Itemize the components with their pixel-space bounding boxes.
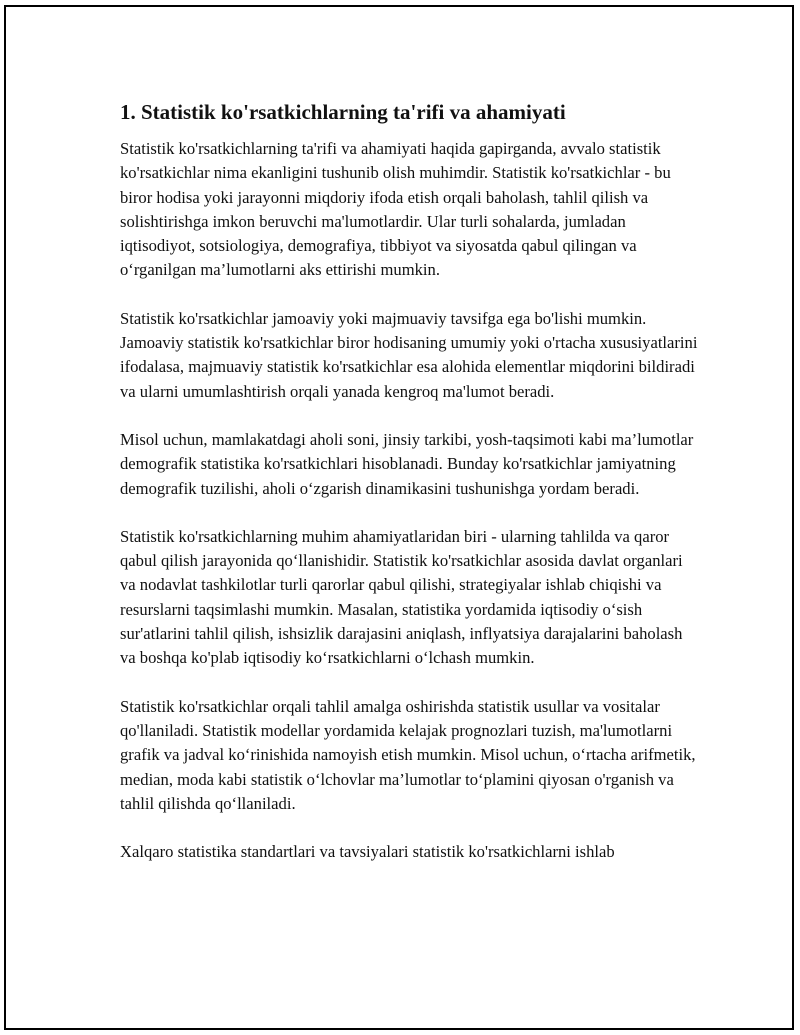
- paragraph-demographic-example: Misol uchun, mamlakatdagi aholi soni, jinsiy tarkibi, yosh-taqsimoti kabi ma’lumotlar demografik statistika ko'rsatkichlari hisoblanadi. Bunday ko'rsatkichlar jamiyatning demografik tuzilishi, aholi o‘zgarish dinamikasini tushunishga yordam beradi.: [120, 429, 694, 498]
- paragraph-definition: Statistik ko'rsatkichlarning ta'rifi va ahamiyati haqida gapirganda, avvalo statistik ko'rsatkichlar nima ekanligini tushunib olish muhimdir. Statistik ko'rsatkichlar - bu biror hodisa yoki jarayonni miqdoriy ifoda etish orqali baholash, tahlil qilish va solishtirishga imkon beruvchi ma'lumotlardir. Ular turli sohalarda, jumladan iqtisodiyot, sotsiologiya, demografiya, tibbiyot va siyosatda qabul qilingan va o‘rganilgan ma’lumotlarni aks ettirishi mumkin.: [120, 139, 671, 280]
- paragraph-international-standards: Xalqaro statistika standartlari va tavsiyalari statistik ko'rsatkichlarni ishlab: [120, 842, 615, 862]
- paragraph-importance: Statistik ko'rsatkichlarning muhim ahamiyatlaridan biri - ularning tahlilda va qaror qabul qilish jarayonida qo‘llanishidir. Statistik ko'rsatkichlar asosida davlat organlari va nodavlat tashkilotlar turli qarorlar qabul qilishi, strategiyalar ishlab chiqishi va resurslarni taqsimlashi mumkin. Masalan, statistika yordamida iqtisodiy o‘sish sur'atlarini tahlil qilish, ishsizlik darajasini aniqlash, inflyatsiya darajalarini baholash va boshqa ko'plab iqtisodiy ko‘rsatkichlarni o‘lchash mumkin.: [120, 526, 683, 668]
- paragraph-types: Statistik ko'rsatkichlar jamoaviy yoki majmuaviy tavsifga ega bo'lishi mumkin. Jamoaviy statistik ko'rsatkichlar biror hodisaning umumiy yoki o'rtacha xususiyatlarini ifodalasa, majmuaviy statistik ko'rsatkichlar esa alohida elementlar miqdorini bildiradi va ularni umumlashtirish orqali yanada kengroq ma'lumot beradi.: [120, 308, 698, 401]
- section-heading: 1. Statistik ko'rsatkichlarning ta'rifi va ahamiyati: [120, 100, 566, 124]
- paragraph-methods: Statistik ko'rsatkichlar orqali tahlil amalga oshirishda statistik usullar va vositalar qo'llaniladi. Statistik modellar yordamida kelajak prognozlari tuzish, ma'lumotlarni grafik va jadval ko‘rinishida namoyish etish mumkin. Misol uchun, o‘rtacha arifmetik, median, moda kabi statistik o‘lchovlar ma’lumotlar to‘plamini qiyosan o'rganish va tahlil qilishda qo‘llaniladi.: [120, 696, 696, 813]
- document-body: [120, 95, 700, 864]
- document-page: [4, 5, 794, 1030]
